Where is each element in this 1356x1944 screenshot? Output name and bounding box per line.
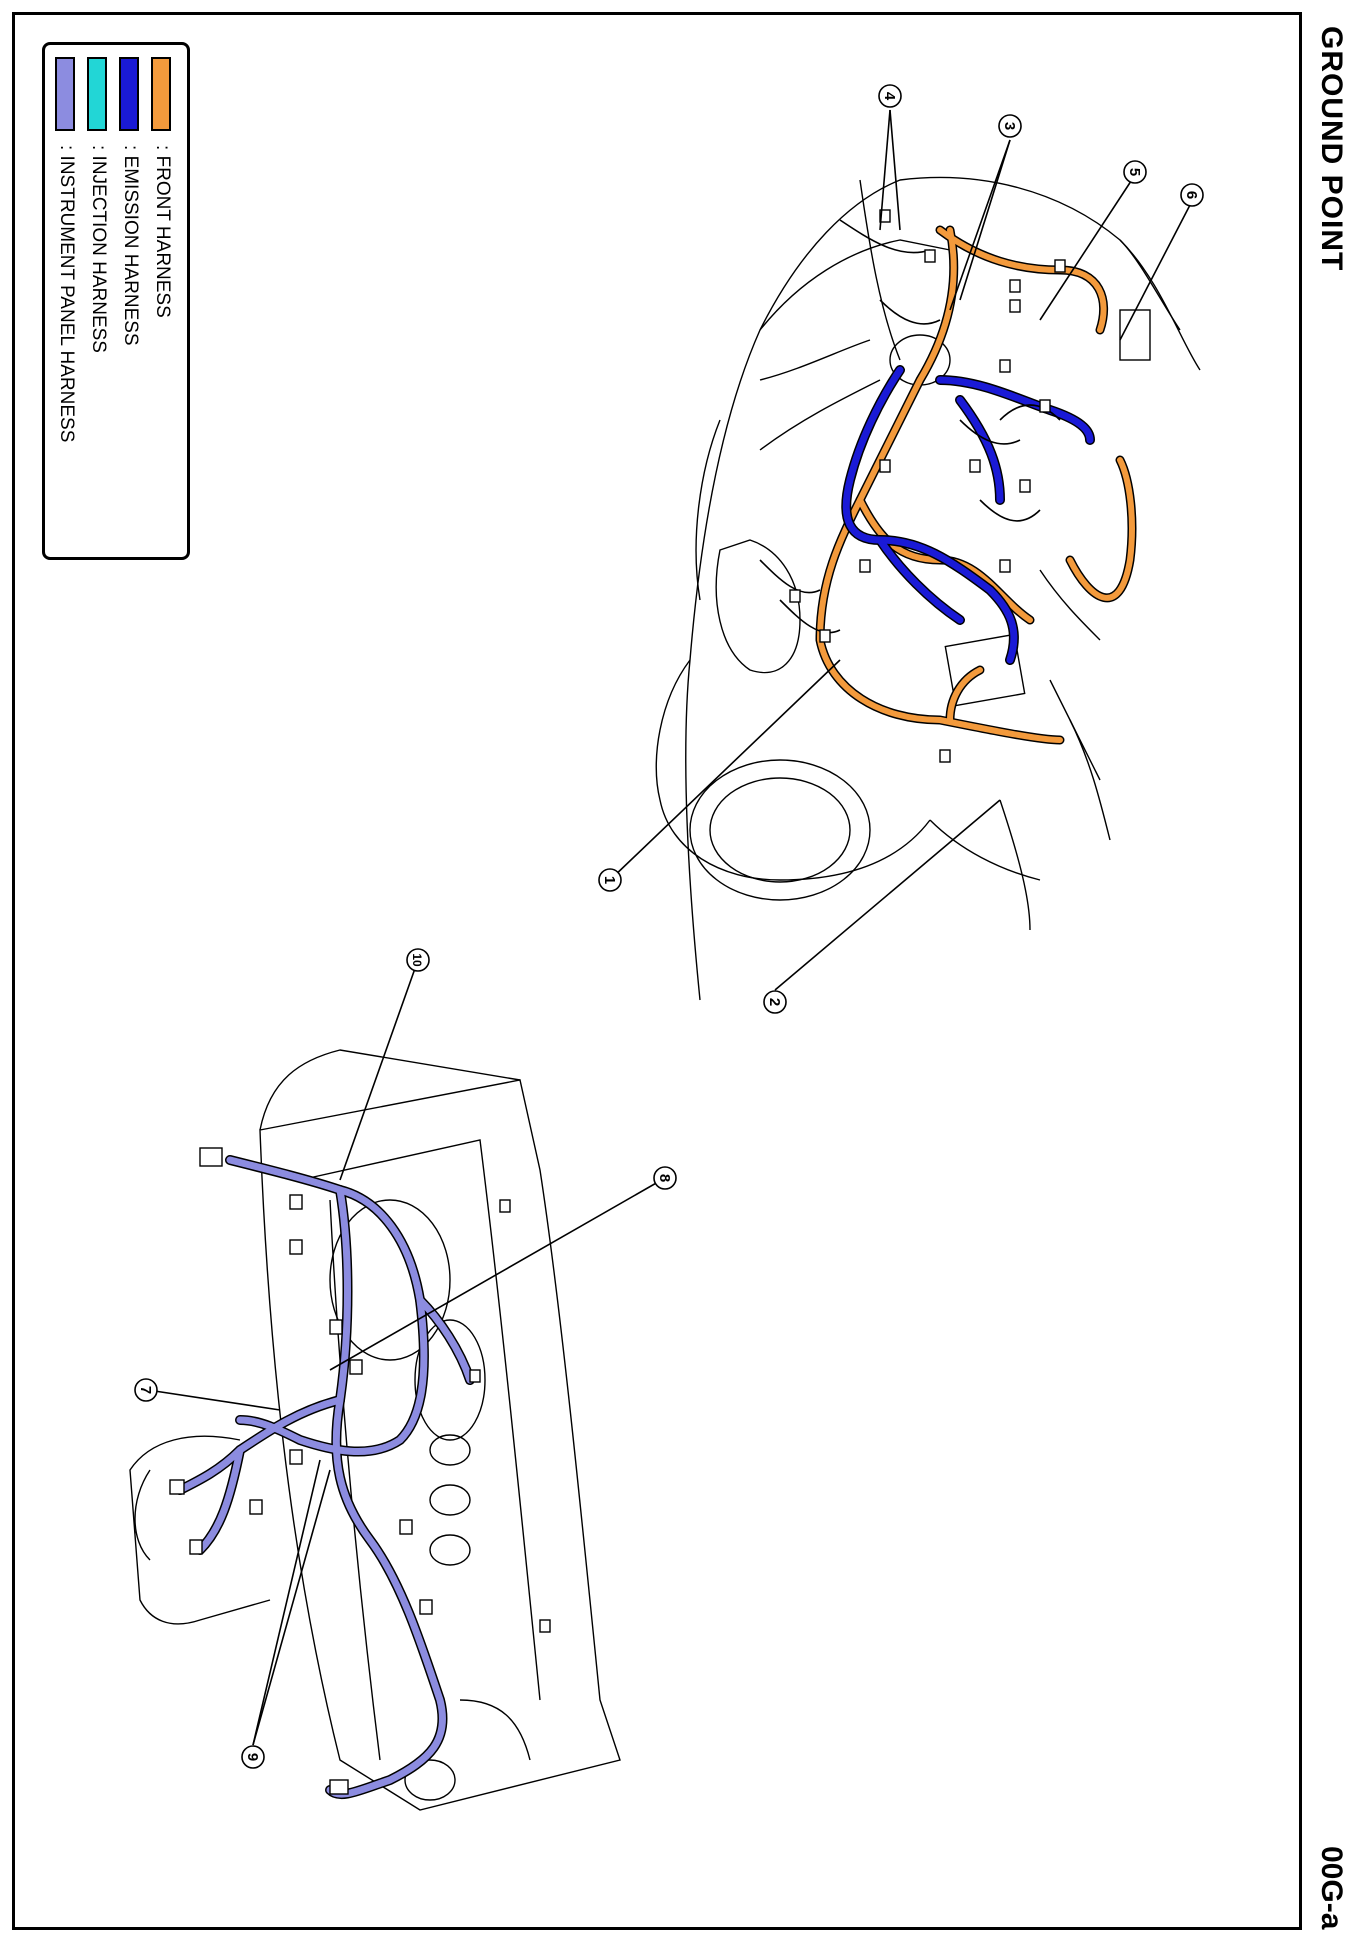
front-harness-fill: [820, 230, 1132, 740]
callout-8: 8: [656, 1173, 673, 1183]
legend-label-emission: : EMISSION HARNESS: [120, 145, 141, 346]
harness-legend: [42, 42, 190, 560]
callout-2: 2: [766, 997, 783, 1007]
legend-swatch-emission: [119, 57, 139, 131]
callout-10: 10: [410, 953, 424, 967]
engine-connectors: [790, 210, 1065, 762]
callout-6: 6: [1183, 190, 1200, 200]
legend-label-instrument: : INSTRUMENT PANEL HARNESS: [56, 145, 77, 443]
legend-swatch-instrument: [55, 57, 75, 131]
instrument-harness: [180, 1160, 470, 1794]
legend-swatch-injection: [87, 57, 107, 131]
callout-7: 7: [137, 1385, 154, 1395]
legend-label-injection: : INJECTION HARNESS: [88, 145, 109, 353]
page-code: 00G-a: [1315, 1846, 1348, 1930]
callout-3: 3: [1001, 121, 1018, 131]
callout-labels: [137, 92, 1200, 1761]
instrument-leaders: [148, 960, 665, 1745]
callout-5: 5: [1126, 167, 1143, 177]
callout-9: 9: [244, 1752, 261, 1762]
instrument-harness-fill: [180, 1160, 470, 1794]
callout-4: 4: [881, 91, 898, 101]
legend-swatch-front: [151, 57, 171, 131]
callout-markers: [135, 85, 1203, 1768]
page-title: GROUND POINT: [1315, 26, 1348, 272]
callout-1: 1: [601, 875, 618, 885]
legend-label-front: : FRONT HARNESS: [152, 145, 173, 318]
